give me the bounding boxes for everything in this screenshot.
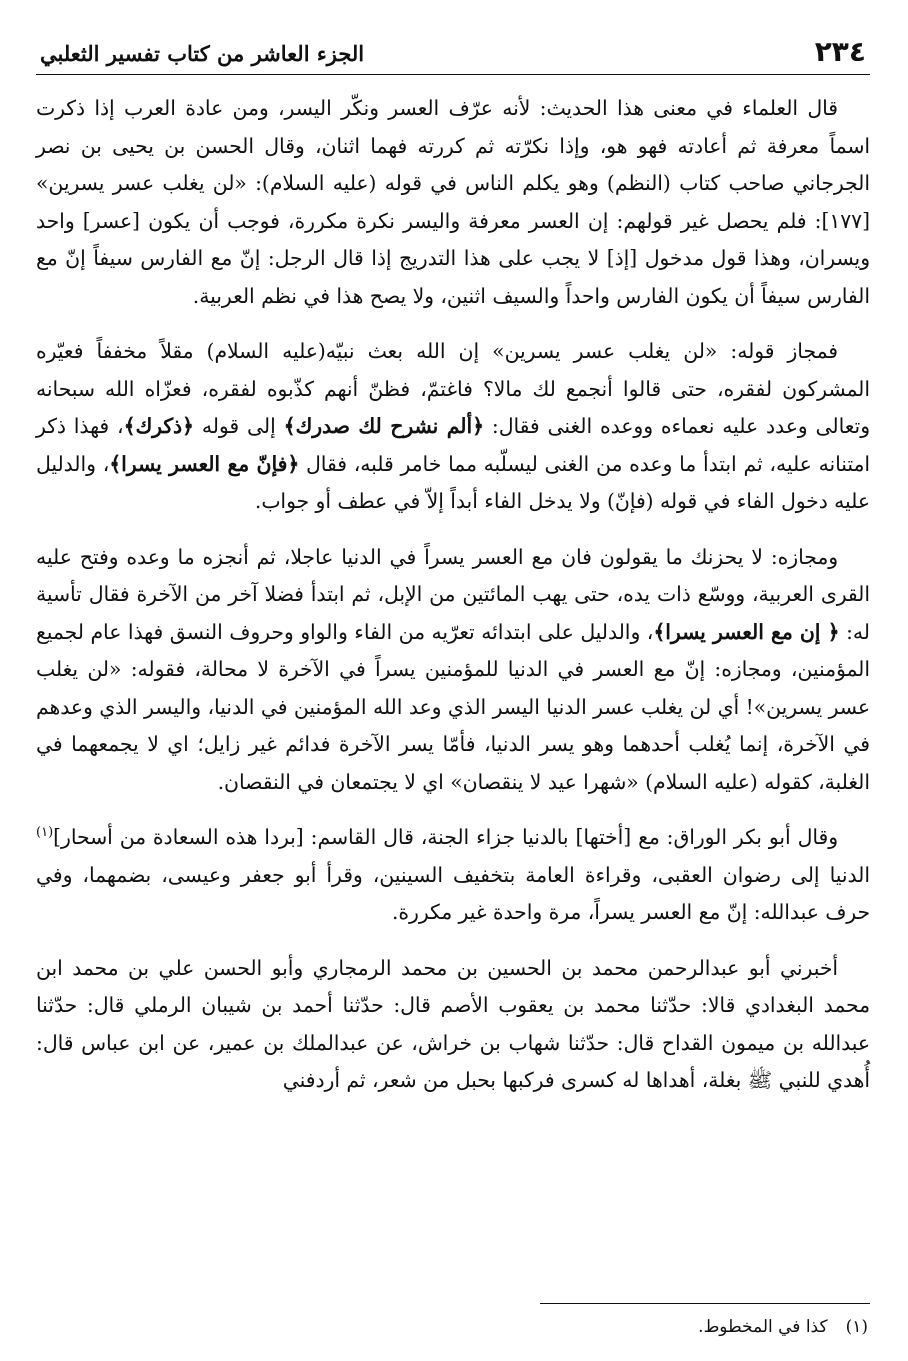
footnote-marker: (١) bbox=[36, 825, 54, 841]
page-header bbox=[36, 34, 870, 75]
paragraph-text: ومجازه: لا يحزنك ما يقولون فان مع العسر يسراً في الدنيا عاجلا، ثم أنجزه ما وعده وفتح عليه القرى العربية، ووسّع ذات يده، حتى يهب المائتين من الإبل، ثم ابتدأ فضلا آخر من الآخرة فقال تأسية له: bbox=[36, 544, 870, 644]
footnote-text: كذا في المخطوط. bbox=[698, 1317, 828, 1337]
footnote-number: (١) bbox=[845, 1317, 868, 1337]
paragraph-text: ، فهذا ذكر امتنانه عليه، ثم ابتدأ ما وعده من الغنى ليسلّبه مما خامر قلبه، فقال bbox=[36, 414, 871, 476]
quran-verse: ﴿ألم نشرح لك صدرك﴾ bbox=[283, 414, 484, 438]
paragraph bbox=[36, 539, 870, 802]
paragraph-text: قال العلماء في معنى هذا الحديث: لأنه عرّف العسر ونكّر اليسر، ومن عادة العرب إذا ذكرت اسماً معرفة ثم أعادته فهو هو، وإذا نكرّته ثم كررته فهما اثنان، وقال الحسن بن يحيى بن نصر الجرجاني صاحب كتاب (النظم) وهو يكلم الناس في قوله (عليه السلام): «لن يغلب عسر يسرين» [١٧٧]: فلم يحصل غير قولهم: إن العسر معرفة واليسر نكرة مكررة، فوجب أن يكون [عسر] واحد ويسران، وهذا قول مدخول [إذ] لا يجب على هذا التدريج إذا قال الرجل: إنّ مع الفارس سيفاً إنّ مع الفارس سيفاً أن يكون الفارس واحداً والسيف اثنين، ولا يصح هذا في نظم العربية. bbox=[36, 96, 870, 308]
quran-verse: ﴿فإنّ مع العسر يسرا﴾ bbox=[109, 451, 300, 476]
paragraph-text: الدنيا إلى رضوان العقبى، وقراءة العامة بتخفيف السينين، وقرأ أبو جعفر وعيسى، بضمهما، وفي حرف عبدالله: إنّ مع العسر يسراً، مرة واحدة غير مكررة. bbox=[36, 862, 870, 924]
paragraph-text: ، والدليل عليه دخول الفاء في قوله (فإنّ) ولا يدخل الفاء أبداً إلاّ في عطف أو جواب. bbox=[36, 451, 870, 513]
footnote bbox=[698, 1313, 868, 1341]
paragraph bbox=[36, 819, 870, 932]
paragraph bbox=[36, 950, 870, 1100]
body-text bbox=[36, 90, 870, 1100]
paragraph-text: إلى قوله bbox=[193, 414, 284, 438]
quran-verse: ﴿ إن مع العسر يسرا﴾ bbox=[653, 619, 840, 644]
page-number: ٢٣٤ bbox=[814, 35, 866, 68]
footnote-divider bbox=[540, 1303, 870, 1304]
paragraph-text: فمجاز قوله: «لن يغلب عسر يسرين» إن الله بعث نبيّه(عليه السلام) مقلاً مخففاً فعيّره المشركون لفقره، حتى قالوا أنجمع لك مالا؟ فاغتمّ، فظنّ أنهم كذّبوه لفقره، فعزّاه الله سبحانه وتعالى وعدد عليه نعماءه ووعده الغنى فقال: bbox=[36, 339, 870, 438]
paragraph-text: وقال أبو بكر الوراق: مع [أختها] بالدنيا جزاء الجنة، قال القاسم: [بردا هذه السعادة من أسحار] bbox=[53, 825, 838, 849]
paragraph bbox=[36, 333, 870, 521]
paragraph-text: أخبرني أبو عبدالرحمن محمد بن الحسين بن محمد الرمجاري وأبو الحسن علي بن محمد ابن محمد البغدادي قالا: حدّثنا محمد بن يعقوب الأصم قال: حدّثنا أحمد بن شيبان الرملي قال: حدّثنا عبدالله بن ميمون القداح قال: حدّثنا شهاب بن خراش، عن عبدالملك بن عمير، عن ابن عباس قال: أُهدي للنبي ﷺ بغلة، أهداها له كسرى فركبها بحبل من شعر، ثم أردفني bbox=[36, 955, 870, 1092]
paragraph bbox=[36, 90, 870, 315]
quran-verse: ﴿ذكرك﴾ bbox=[123, 414, 194, 438]
running-title: الجزء العاشر من كتاب تفسير الثعلبي bbox=[40, 41, 365, 66]
paragraph-text: ، والدليل على ابتدائه تعرّيه من الفاء والواو وحروف النسق فهذا عام لجميع المؤمنين، ومجازه: إنّ مع العسر في الدنيا للمؤمنين يسراً في الآخرة لا محالة، فقوله: «لن يغلب عسر يسرين»! أي لن يغلب عسر الدنيا اليسر الذي وعد الله المؤمنين في الدنيا، واليسر الذي وعدهم في الآخرة، إنما يُغلب أحدهما وهو يسر الدنيا، فأمّا يسر الآخرة فدائم غير زايل؛ اي لا يجمعهما في الغلبة، كقوله (عليه السلام) «شهرا عيد لا ينقصان» اي لا يجتمعان في النقصان. bbox=[36, 619, 870, 794]
